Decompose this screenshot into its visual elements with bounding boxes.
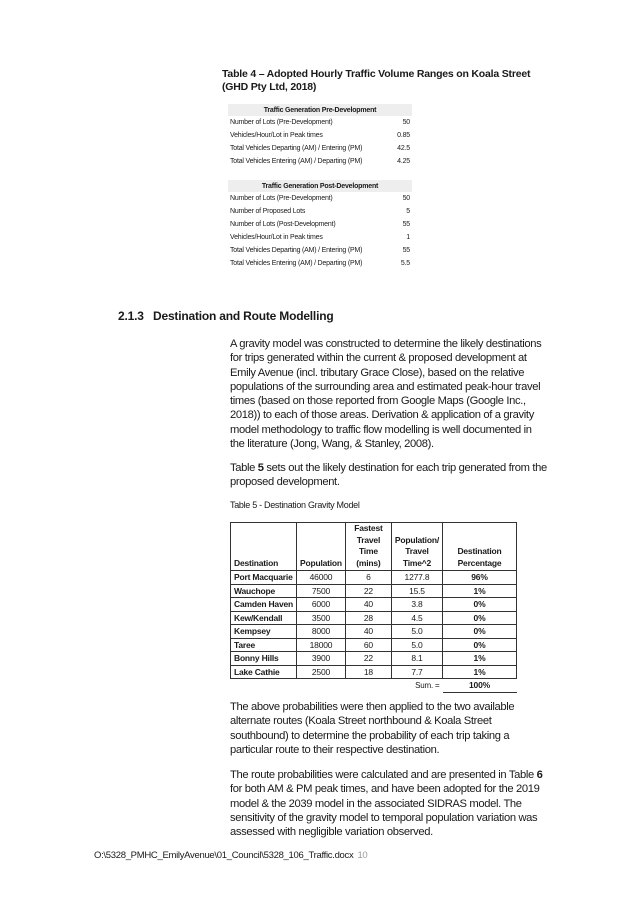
population-cell: 3900 (297, 652, 346, 666)
table-row (231, 571, 517, 585)
row-label: Number of Lots (Pre-Development) (230, 195, 333, 202)
time-cell: 28 (345, 611, 391, 625)
paragraph-text: for both AM & PM peak times, and have been adopted for the 2019 model & the 2039 model in the associated SIDRAS model. The sensitivity of the gravity model to temporal population variation was assessed with negligible variation observed. (230, 783, 540, 839)
paragraph-text: A gravity model was constructed to determine the likely destinations for trips generated within the current & proposed development at Emily Avenue (incl. tributary Grace Close), based on the relative populations of the surrounding area and estimated peak-hour travel times (based on those reported from Google Maps (Google Inc., 2018)) to each of those areas. Derivation & application of a gravity model methodology to traffic flow modelling is well documented in the literature (Jong, Wang, & Stanley, 2008). (230, 338, 542, 451)
table-ref: 6 (536, 769, 543, 781)
sum-value: 100% (443, 679, 517, 693)
row-value: 0.85 (397, 132, 410, 139)
row-value: 50 (402, 119, 410, 126)
percentage-cell: 1% (443, 584, 517, 598)
column-header-population: Population (297, 523, 346, 571)
table5-caption: Table 5 - Destination Gravity Model (230, 500, 360, 510)
row-label: Total Vehicles Entering (AM) / Departing (PM) (230, 158, 363, 165)
percentage-cell: 0% (443, 625, 517, 639)
row-value: 5.5 (400, 260, 410, 267)
table-row (228, 244, 412, 257)
table-row (228, 192, 412, 205)
table-row (228, 205, 412, 218)
column-header-destination-percentage: Destination Percentage (443, 523, 517, 571)
destination-cell: Camden Haven (231, 598, 297, 612)
row-label: Total Vehicles Departing (AM) / Entering (PM) (230, 247, 363, 254)
row-value: 55 (402, 247, 410, 254)
paragraph-route-probabilities (230, 700, 548, 757)
ratio-cell: 5.0 (391, 625, 442, 639)
population-cell: 7500 (297, 584, 346, 598)
table-row (228, 218, 412, 231)
population-cell: 18000 (297, 638, 346, 652)
table-row (231, 638, 517, 652)
percentage-cell: 96% (443, 571, 517, 585)
table-row (228, 257, 412, 270)
row-label: Vehicles/Hour/Lot in Peak times (230, 234, 323, 241)
row-value: 4.25 (397, 158, 410, 165)
row-label: Number of Lots (Pre-Development) (230, 119, 333, 126)
table4-pre-header: Traffic Generation Pre-Development (228, 104, 412, 116)
sum-label: Sum. = (415, 680, 440, 690)
row-label: Number of Lots (Post-Development) (230, 221, 336, 228)
paragraph-text: The above probabilities were then applied to the two available alternate routes (Koala Street northbound & Koala Street southbound) to determine the probability of each trip taking a particular route to their respective destination. (230, 701, 515, 756)
table-row (228, 129, 412, 142)
paragraph-text: The route probabilities were calculated and are presented in Table (230, 769, 537, 781)
table-header-row (231, 523, 517, 571)
destination-cell: Port Macquarie (231, 571, 297, 585)
time-cell: 22 (345, 652, 391, 666)
time-cell: 60 (345, 638, 391, 652)
paragraph-text: Table (230, 462, 258, 474)
population-cell: 8000 (297, 625, 346, 639)
table4-pre-development (228, 104, 412, 168)
population-cell: 6000 (297, 598, 346, 612)
table-row (231, 611, 517, 625)
column-header-destination: Destination (231, 523, 297, 571)
table-row (231, 665, 517, 679)
paragraph-gravity-model (230, 337, 548, 451)
column-header-fastest-travel-time: Fastest Travel Time (mins) (345, 523, 391, 571)
ratio-cell: 7.7 (391, 665, 442, 679)
destination-cell: Taree (231, 638, 297, 652)
time-cell: 18 (345, 665, 391, 679)
destination-cell: Kempsey (231, 625, 297, 639)
time-cell: 6 (345, 571, 391, 585)
table-row (228, 231, 412, 244)
table-row (228, 155, 412, 168)
destination-cell: Kew/Kendall (231, 611, 297, 625)
percentage-cell: 0% (443, 638, 517, 652)
row-label: Number of Proposed Lots (230, 208, 306, 215)
table-row (228, 142, 412, 155)
table4-post-development (228, 180, 412, 270)
row-value: 42.5 (397, 145, 410, 152)
ratio-cell: 15.5 (391, 584, 442, 598)
ratio-cell: 3.8 (391, 598, 442, 612)
table5-destination-gravity-model (230, 522, 517, 693)
row-value: 5 (406, 208, 410, 215)
destination-cell: Bonny Hills (231, 652, 297, 666)
percentage-cell: 0% (443, 611, 517, 625)
row-label: Total Vehicles Entering (AM) / Departing (PM) (230, 260, 363, 267)
table-row (231, 598, 517, 612)
table-row (228, 116, 412, 129)
table-row (231, 584, 517, 598)
percentage-cell: 1% (443, 665, 517, 679)
time-cell: 22 (345, 584, 391, 598)
ratio-cell: 4.5 (391, 611, 442, 625)
row-label: Total Vehicles Departing (AM) / Entering (PM) (230, 145, 363, 152)
population-cell: 3500 (297, 611, 346, 625)
percentage-cell: 1% (443, 652, 517, 666)
footer-file-path: O:\5328_PMHC_EmilyAvenue\01_Council\5328_106_Traffic.docx (94, 850, 354, 861)
paragraph-table5-intro (230, 461, 548, 490)
time-cell: 40 (345, 598, 391, 612)
section-number: 2.1.3 (118, 309, 144, 323)
ratio-cell: 5.0 (391, 638, 442, 652)
table-sum-row (231, 679, 517, 693)
table-row (231, 652, 517, 666)
row-label: Vehicles/Hour/Lot in Peak times (230, 132, 323, 139)
table4-post-header: Traffic Generation Post-Development (228, 180, 412, 192)
section-title: Destination and Route Modelling (153, 309, 334, 323)
ratio-cell: 1277.8 (391, 571, 442, 585)
table-row (231, 625, 517, 639)
time-cell: 40 (345, 625, 391, 639)
row-value: 50 (402, 195, 410, 202)
paragraph-text: sets out the likely destination for each trip generated from the proposed development. (230, 462, 547, 489)
ratio-cell: 8.1 (391, 652, 442, 666)
percentage-cell: 0% (443, 598, 517, 612)
page-footer (94, 850, 367, 861)
table-ref: 5 (257, 462, 264, 474)
table4-title: Table 4 – Adopted Hourly Traffic Volume Ranges on Koala Street (GHD Pty Ltd, 2018) (222, 68, 531, 93)
destination-cell: Wauchope (231, 584, 297, 598)
destination-cell: Lake Cathie (231, 665, 297, 679)
section-heading (118, 309, 333, 323)
row-value: 55 (402, 221, 410, 228)
column-header-population-per-time: Population/ Travel Time^2 (391, 523, 442, 571)
row-value: 1 (406, 234, 410, 241)
population-cell: 46000 (297, 571, 346, 585)
page-number: 10 (357, 850, 368, 861)
population-cell: 2500 (297, 665, 346, 679)
paragraph-route-results (230, 768, 548, 839)
